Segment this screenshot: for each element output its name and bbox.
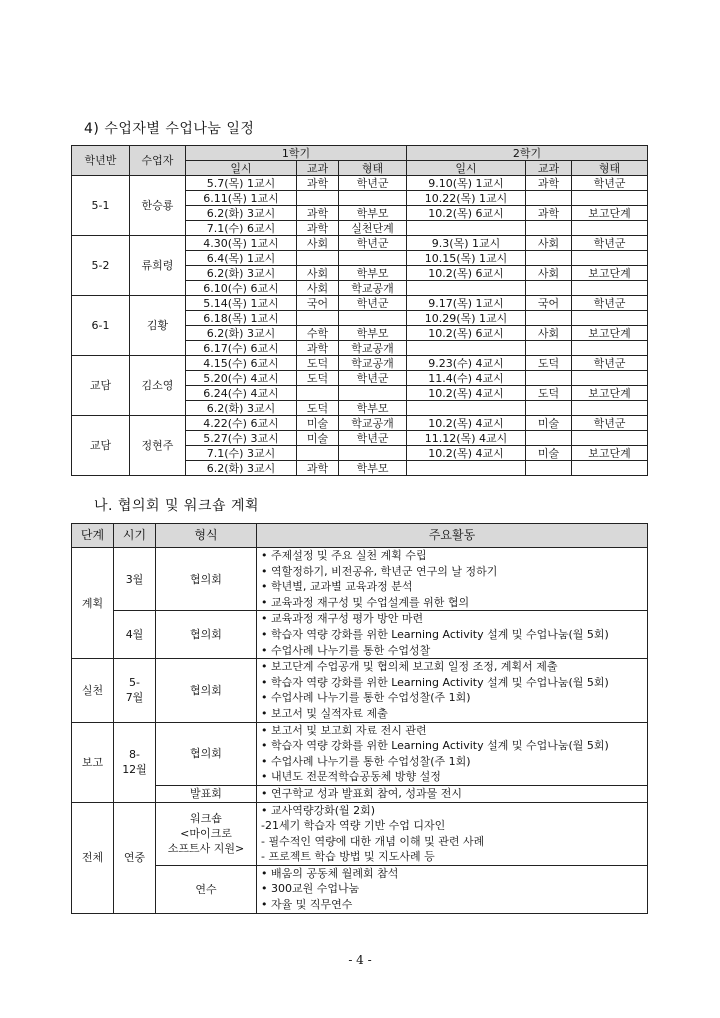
date-1-cell: 6.17(수) 6교시 — [186, 341, 297, 356]
type-1-cell: 학년군 — [339, 176, 407, 191]
type-1-cell: 학년군 — [339, 236, 407, 251]
schedule-table — [71, 145, 648, 476]
date-2-cell — [407, 221, 526, 236]
type-1-cell — [339, 191, 407, 206]
activity-item: • 연구학교 성과 발표회 참여, 성과물 전시 — [261, 786, 462, 800]
activity-item: • 수업사례 나누기를 통한 수업성찰(주 1회) — [261, 691, 471, 705]
format-cell: 협의회 — [156, 548, 257, 611]
type-2-cell — [572, 431, 648, 446]
subject-2-cell — [526, 461, 572, 476]
date-1-cell: 6.11(목) 1교시 — [186, 191, 297, 206]
date-2-cell — [407, 461, 526, 476]
activity-item: • 배움의 공동체 월례회 참석 — [261, 866, 399, 880]
stage-cell: 계획 — [72, 548, 114, 659]
type-2-cell: 학년군 — [572, 296, 648, 311]
activities-cell — [257, 785, 648, 802]
type-1-cell: 학교공개 — [339, 341, 407, 356]
plan-table — [71, 523, 648, 914]
date-2-cell: 10.2(목) 4교시 — [407, 416, 526, 431]
type-1-cell: 학부모 — [339, 266, 407, 281]
type-2-cell: 학년군 — [572, 416, 648, 431]
subject-1-cell: 수학 — [297, 326, 339, 341]
type-1-cell — [339, 446, 407, 461]
date-1-cell: 6.24(수) 4교시 — [186, 386, 297, 401]
activity-item: • 학년별, 교과별 교육과정 분석 — [261, 580, 413, 594]
date-2-cell: 11.12(목) 4교시 — [407, 431, 526, 446]
type-2-cell — [572, 281, 648, 296]
col-type: 형태 — [572, 161, 648, 176]
subject-1-cell — [297, 446, 339, 461]
period-cell: 연중 — [114, 802, 156, 913]
date-1-cell: 5.20(수) 4교시 — [186, 371, 297, 386]
date-1-cell: 7.1(수) 3교시 — [186, 446, 297, 461]
type-1-cell: 학부모 — [339, 326, 407, 341]
subject-1-cell: 미술 — [297, 431, 339, 446]
activity-item: • 수업사례 나누기를 통한 수업성찰(주 1회) — [261, 754, 471, 768]
subject-1-cell — [297, 386, 339, 401]
date-2-cell: 9.17(목) 1교시 — [407, 296, 526, 311]
class-cell: 5-2 — [72, 236, 130, 296]
activity-item: • 보고서 및 보고회 자료 전시 관련 — [261, 723, 427, 737]
col-date: 일시 — [407, 161, 526, 176]
activity-item: • 학습자 역량 강화를 위한 Learning Activity 설계 및 수업나눔(월 5회) — [261, 739, 609, 753]
subject-2-cell — [526, 281, 572, 296]
class-cell: 6-1 — [72, 296, 130, 356]
date-2-cell: 10.2(목) 6교시 — [407, 266, 526, 281]
date-1-cell: 5.7(목) 1교시 — [186, 176, 297, 191]
col-teacher: 수업자 — [130, 146, 186, 176]
type-1-cell: 학년군 — [339, 431, 407, 446]
date-1-cell: 6.2(화) 3교시 — [186, 326, 297, 341]
date-2-cell — [407, 341, 526, 356]
class-cell: 교담 — [72, 356, 130, 416]
subject-2-cell: 사회 — [526, 326, 572, 341]
format-cell: 협의회 — [156, 722, 257, 785]
subject-2-cell: 도덕 — [526, 356, 572, 371]
subject-1-cell: 과학 — [297, 206, 339, 221]
type-1-cell: 학교공개 — [339, 281, 407, 296]
format-cell: 협의회 — [156, 611, 257, 659]
col-type: 형태 — [339, 161, 407, 176]
activity-item: • 교사역량강화(월 2회) — [261, 803, 376, 817]
subject-2-cell: 사회 — [526, 266, 572, 281]
activity-item: • 주제설정 및 주요 실천 계획 수립 — [261, 549, 427, 562]
period-cell: 3월 — [114, 548, 156, 611]
type-1-cell: 학부모 — [339, 206, 407, 221]
date-1-cell: 4.22(수) 6교시 — [186, 416, 297, 431]
type-2-cell — [572, 371, 648, 386]
date-2-cell: 10.29(목) 1교시 — [407, 311, 526, 326]
subject-2-cell: 미술 — [526, 416, 572, 431]
activity-item: • 자율 및 직무연수 — [261, 898, 353, 912]
activity-item: • 학습자 역량 강화를 위한 Learning Activity 설계 및 수업나눔(월 5회) — [261, 675, 609, 689]
subject-2-cell — [526, 431, 572, 446]
date-2-cell: 10.22(목) 1교시 — [407, 191, 526, 206]
schedule-row — [72, 296, 648, 311]
type-1-cell: 학년군 — [339, 371, 407, 386]
subject-1-cell: 과학 — [297, 176, 339, 191]
col-sem1: 1학기 — [186, 146, 407, 161]
type-2-cell: 보고단계 — [572, 386, 648, 401]
type-1-cell — [339, 311, 407, 326]
date-1-cell: 6.4(목) 1교시 — [186, 251, 297, 266]
subject-1-cell: 사회 — [297, 281, 339, 296]
date-1-cell: 6.2(화) 3교시 — [186, 266, 297, 281]
col-activities: 주요활동 — [257, 524, 648, 548]
schedule-row — [72, 356, 648, 371]
date-1-cell: 4.30(목) 1교시 — [186, 236, 297, 251]
col-period: 시기 — [114, 524, 156, 548]
date-2-cell: 11.4(수) 4교시 — [407, 371, 526, 386]
subject-2-cell: 도덕 — [526, 386, 572, 401]
type-2-cell: 학년군 — [572, 356, 648, 371]
type-2-cell — [572, 191, 648, 206]
type-2-cell: 보고단계 — [572, 266, 648, 281]
subject-2-cell — [526, 401, 572, 416]
subject-1-cell: 도덕 — [297, 356, 339, 371]
subject-2-cell — [526, 251, 572, 266]
subject-1-cell — [297, 311, 339, 326]
type-1-cell: 실천단계 — [339, 221, 407, 236]
teacher-cell: 김황 — [130, 296, 186, 356]
activity-item: • 300교원 수업나눔 — [261, 882, 360, 896]
type-2-cell: 보고단계 — [572, 326, 648, 341]
subject-2-cell — [526, 191, 572, 206]
type-2-cell — [572, 311, 648, 326]
activity-item: • 교육과정 재구성 평가 방안 마련 — [261, 612, 424, 626]
type-2-cell: 보고단계 — [572, 206, 648, 221]
date-1-cell: 4.15(수) 6교시 — [186, 356, 297, 371]
format-cell: 협의회 — [156, 659, 257, 722]
type-2-cell: 보고단계 — [572, 446, 648, 461]
subject-1-cell: 사회 — [297, 266, 339, 281]
date-2-cell: 9.10(목) 1교시 — [407, 176, 526, 191]
type-2-cell — [572, 401, 648, 416]
col-format: 형식 — [156, 524, 257, 548]
date-2-cell: 9.3(목) 1교시 — [407, 236, 526, 251]
schedule-row — [72, 176, 648, 191]
date-2-cell: 10.15(목) 1교시 — [407, 251, 526, 266]
subject-2-cell — [526, 221, 572, 236]
section-title-schedule: 4) 수업자별 수업나눔 일정 — [84, 121, 255, 137]
class-cell: 교담 — [72, 416, 130, 476]
subject-1-cell: 도덕 — [297, 371, 339, 386]
date-2-cell: 9.23(수) 4교시 — [407, 356, 526, 371]
activity-item: • 역할정하기, 비전공유, 학년군 연구의 날 정하기 — [261, 564, 498, 578]
teacher-cell: 김소영 — [130, 356, 186, 416]
subject-2-cell: 과학 — [526, 176, 572, 191]
date-2-cell — [407, 281, 526, 296]
col-sem2: 2학기 — [407, 146, 648, 161]
activities-cell — [257, 865, 648, 913]
activity-item: - 프로젝트 학습 방법 및 지도사례 등 — [261, 850, 435, 864]
date-1-cell: 6.2(화) 3교시 — [186, 461, 297, 476]
col-subject: 교과 — [526, 161, 572, 176]
subject-2-cell — [526, 341, 572, 356]
date-1-cell: 6.10(수) 6교시 — [186, 281, 297, 296]
type-2-cell — [572, 341, 648, 356]
col-class: 학년반 — [72, 146, 130, 176]
date-1-cell: 6.18(목) 1교시 — [186, 311, 297, 326]
activity-item: - 필수적인 역량에 대한 개념 이해 및 관련 사례 — [261, 834, 485, 848]
activities-cell — [257, 659, 648, 722]
subject-1-cell: 국어 — [297, 296, 339, 311]
subject-1-cell: 과학 — [297, 461, 339, 476]
type-1-cell: 학년군 — [339, 296, 407, 311]
date-2-cell: 10.2(목) 4교시 — [407, 446, 526, 461]
date-2-cell: 10.2(목) 6교시 — [407, 326, 526, 341]
date-2-cell: 10.2(목) 6교시 — [407, 206, 526, 221]
activity-item: • 보고단계 수업공개 및 협의체 보고회 일정 조정, 계획서 제출 — [261, 660, 558, 674]
activity-item: • 보고서 및 실적자료 제출 — [261, 706, 388, 720]
date-1-cell: 6.2(화) 3교시 — [186, 401, 297, 416]
subject-2-cell — [526, 311, 572, 326]
section-title-plan: 나. 협의회 및 워크숍 계획 — [94, 498, 259, 514]
schedule-row — [72, 416, 648, 431]
stage-cell: 실천 — [72, 659, 114, 722]
period-cell: 4월 — [114, 611, 156, 659]
date-1-cell: 5.14(목) 1교시 — [186, 296, 297, 311]
activity-item: • 학습자 역량 강화를 위한 Learning Activity 설계 및 수업나눔(월 5회) — [261, 627, 609, 641]
schedule-row — [72, 236, 648, 251]
date-1-cell: 5.27(수) 3교시 — [186, 431, 297, 446]
teacher-cell: 류희령 — [130, 236, 186, 296]
type-2-cell — [572, 251, 648, 266]
col-date: 일시 — [186, 161, 297, 176]
subject-1-cell: 미술 — [297, 416, 339, 431]
activities-cell — [257, 802, 648, 865]
activity-item: • 내년도 전문적학습공동체 방향 설정 — [261, 770, 441, 784]
date-2-cell — [407, 401, 526, 416]
type-1-cell: 학교공개 — [339, 416, 407, 431]
activities-cell — [257, 722, 648, 785]
page-number: - 4 - — [348, 953, 372, 967]
subject-1-cell: 과학 — [297, 221, 339, 236]
col-subject: 교과 — [297, 161, 339, 176]
activity-item: • 교육과정 재구성 및 수업설계를 위한 협의 — [261, 595, 470, 609]
col-stage: 단계 — [72, 524, 114, 548]
type-1-cell: 학부모 — [339, 401, 407, 416]
teacher-cell: 한승룡 — [130, 176, 186, 236]
subject-1-cell — [297, 191, 339, 206]
period-cell: 5- 7월 — [114, 659, 156, 722]
type-2-cell — [572, 461, 648, 476]
subject-2-cell: 미술 — [526, 446, 572, 461]
activities-cell — [257, 611, 648, 659]
period-cell: 8- 12월 — [114, 722, 156, 802]
type-2-cell: 학년군 — [572, 176, 648, 191]
date-1-cell: 7.1(수) 6교시 — [186, 221, 297, 236]
subject-1-cell — [297, 251, 339, 266]
type-1-cell: 학부모 — [339, 461, 407, 476]
subject-2-cell: 사회 — [526, 236, 572, 251]
date-2-cell: 10.2(목) 4교시 — [407, 386, 526, 401]
format-cell: 연수 — [156, 865, 257, 913]
subject-1-cell: 과학 — [297, 341, 339, 356]
subject-1-cell: 사회 — [297, 236, 339, 251]
subject-1-cell: 도덕 — [297, 401, 339, 416]
subject-2-cell: 국어 — [526, 296, 572, 311]
teacher-cell: 정현주 — [130, 416, 186, 476]
subject-2-cell — [526, 371, 572, 386]
type-1-cell — [339, 251, 407, 266]
format-cell: 워크숍 <마이크로 소프트사 지원> — [156, 802, 257, 865]
type-1-cell: 학교공개 — [339, 356, 407, 371]
type-2-cell — [572, 221, 648, 236]
class-cell: 5-1 — [72, 176, 130, 236]
type-2-cell: 학년군 — [572, 236, 648, 251]
activities-cell — [257, 548, 648, 611]
activity-item: • 수업사례 나누기를 통한 수업성찰 — [261, 643, 431, 657]
stage-cell: 보고 — [72, 722, 114, 802]
subject-2-cell: 과학 — [526, 206, 572, 221]
type-1-cell — [339, 386, 407, 401]
date-1-cell: 6.2(화) 3교시 — [186, 206, 297, 221]
activity-item: -21세기 학습자 역량 기반 수업 디자인 — [261, 819, 446, 833]
stage-cell: 전체 — [72, 802, 114, 913]
format-cell: 발표회 — [156, 785, 257, 802]
